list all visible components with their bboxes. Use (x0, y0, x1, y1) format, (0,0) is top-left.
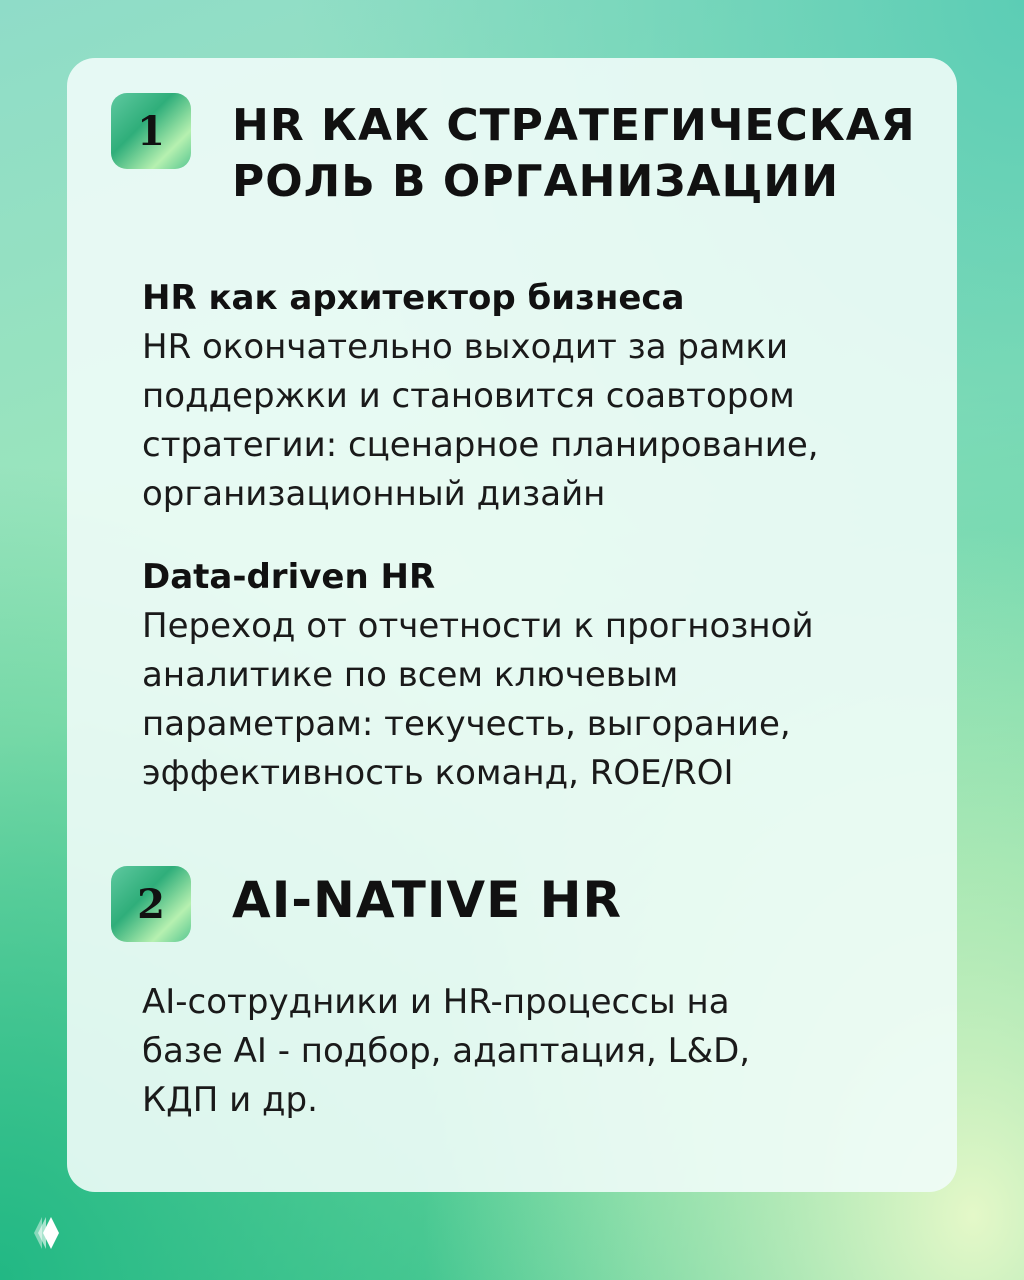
item-text: AI-сотрудники и HR-процессы на (142, 982, 730, 1022)
item-heading: Data-driven HR (142, 557, 436, 597)
section-number-badge: 2 (111, 866, 191, 942)
item-text: HR окончательно выходит за рамки (142, 327, 789, 367)
section-number-badge: 1 (111, 93, 191, 169)
item-text: базе AI - подбор, адаптация, L&D, (142, 1031, 751, 1071)
item-heading: HR как архитектор бизнеса (142, 278, 685, 318)
item-business-architect (142, 273, 942, 519)
item-data-driven (142, 552, 942, 798)
item-text: эффективность команд, ROE/ROI (142, 753, 734, 793)
section-2-text (142, 978, 942, 1125)
section-title (232, 98, 916, 210)
item-text: Переход от отчетности к прогнозной (142, 606, 814, 646)
item-text: стратегии: сценарное планирование, (142, 425, 819, 465)
item-text: аналитике по всем ключевым (142, 655, 679, 695)
brand-logo-icon (32, 1215, 62, 1251)
title-line: HR КАК СТРАТЕГИЧЕСКАЯ (232, 100, 916, 151)
section-title: AI-NATIVE HR (232, 871, 623, 929)
item-text: параметрам: текучесть, выгорание, (142, 704, 791, 744)
item-text: организационный дизайн (142, 474, 606, 514)
item-text: поддержки и становится соавтором (142, 376, 795, 416)
item-text: КДП и др. (142, 1080, 318, 1120)
title-line: РОЛЬ В ОРГАНИЗАЦИИ (232, 156, 840, 207)
